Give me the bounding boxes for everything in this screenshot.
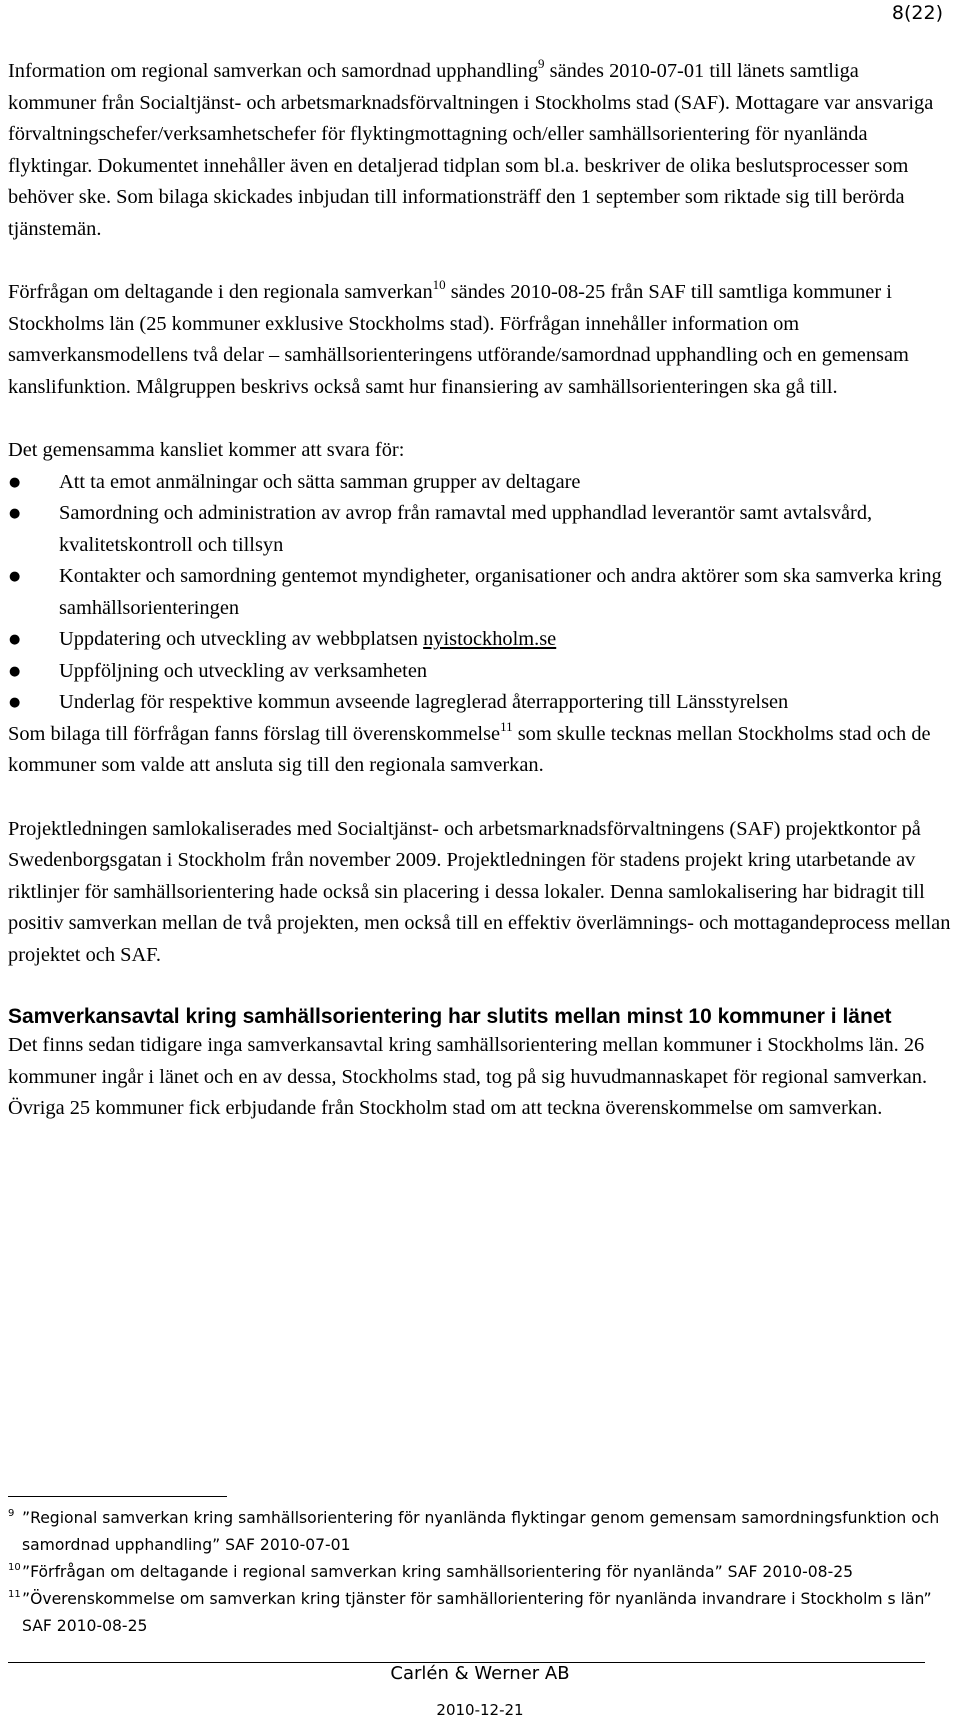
section-heading: Samverkansavtal kring samhällsorientering har slutits mellan minst 10 kommuner i länet (8, 1005, 892, 1028)
paragraph-2-before: Förfrågan om deltagande i den regionala samverkan (8, 281, 433, 303)
paragraph-2-after: sändes 2010-08-25 från SAF till samtliga kommuner i Stockholms län (25 kommuner exklusive Stockholms stad). Förfrågan innehåller information om samverkansmodellens två delar – samhällsorienteringens utförande/samordnad upphandling och en gemensam kanslifunktion. Målgruppen beskrivs också samt hur finansiering av samhällsorienteringen ska gå till. (8, 281, 909, 398)
paragraph-3 (8, 719, 952, 782)
paragraph-1-before: Information om regional samverkan och samordnad upphandling (8, 60, 539, 82)
list-item: ● Att ta emot anmälningar och sätta samman grupper av deltagare (8, 467, 952, 499)
responsibility-list (8, 467, 952, 719)
footnote-text: ”Överenskommelse om samverkan kring tjänster för samhällorientering för nyanlända invandrare i Stockholm s län” SAF 2010-08-25 (22, 1590, 932, 1635)
list-item (8, 624, 952, 656)
list-item: ● Uppföljning och utveckling av verksamheten (8, 656, 952, 688)
paragraph-3-after: som skulle tecknas mellan Stockholms stad och de kommuner som valde att ansluta sig till den regionala samverkan. (8, 722, 931, 776)
list-intro: Det gemensamma kansliet kommer att svara för: (8, 439, 405, 461)
paragraph-1 (8, 56, 952, 245)
paragraph-3-before: Som bilaga till förfrågan fanns förslag till överenskommelse (8, 722, 501, 745)
footnote-ref-9[interactable]: 9 (538, 56, 545, 71)
footnote-9 (8, 1505, 952, 1559)
page-number: 8(22) (891, 2, 943, 24)
body-text (8, 56, 952, 1125)
footnote-number: 9 (8, 1508, 15, 1519)
list-item: ● Underlag för respektive kommun avseende lagreglerad återrapportering till Länsstyrelsen (8, 687, 952, 719)
list-item: ● Samordning och administration av avrop från ramavtal med upphandlad leverantör samt avtalsvård, kvalitetskontroll och tillsyn (8, 498, 952, 561)
footnote-text: ”Regional samverkan kring samhällsorientering för nyanlända flyktingar genom gemensam samordningsfunktion och samordnad upphandling” SAF 2010-07-01 (22, 1509, 940, 1554)
footnote-ref-10[interactable]: 10 (432, 277, 446, 292)
footer-date: 2010-12-21 (436, 1701, 524, 1719)
footnote-number: 10 (8, 1562, 21, 1573)
footnote-divider (8, 1496, 227, 1497)
website-link[interactable]: nyistockholm.se (423, 628, 557, 650)
list-item: ● Kontakter och samordning gentemot myndigheter, organisationer och andra aktörer som ska samverka kring samhällsorienteringen (8, 561, 952, 624)
footnote-text: ”Förfrågan om deltagande i regional samverkan kring samhällsorientering för nyanlända” SAF 2010-08-25 (22, 1563, 854, 1581)
footnote-10 (8, 1559, 952, 1586)
footnote-11 (8, 1586, 952, 1640)
paragraph-4: Projektledningen samlokaliserades med Socialtjänst- och arbetsmarknadsförvaltningens (SAF) projektkontor på Swedenborgsgatan i Stockholm från november 2009. Projektledningen för stadens projekt kring utarbetande av riktlinjer för samhällsorientering hade också sin placering i dessa lokaler. Denna samlokalisering har bidragit till positiv samverkan mellan de två projekten, men också till en effektiv överlämnings- och mottagandeprocess mellan projektet och SAF. (8, 817, 951, 966)
paragraph-2 (8, 277, 952, 403)
paragraph-1-after: sändes 2010-07-01 till länets samtliga kommuner från Socialtjänst- och arbetsmarknadsförvaltningen i Stockholms stad (SAF). Mottagare var ansvariga förvaltningschefer/verksamhetschefer för flyktingmottagning och/eller samhällsorientering för nyanlända flyktingar. Dokumentet innehåller även en detaljerad tidplan som bl.a. beskriver de olika beslutsprocesser som behöver ske. Som bilaga skickades inbjudan till informationsträff den 1 september som riktade sig till berörda tjänstemän. (8, 60, 934, 240)
footnote-ref-11[interactable]: 11 (500, 718, 513, 734)
footnotes (8, 1505, 952, 1640)
list-item-text: Uppdatering och utveckling av webbplatsen (59, 628, 424, 650)
paragraph-5: Det finns sedan tidigare inga samverkansavtal kring samhällsorientering mellan kommuner i Stockholms län. 26 kommuner ingår i länet och en av dessa, Stockholms stad, tog på sig huvudmannaskapet för regional samverkan. Övriga 25 kommuner fick erbjudande från Stockholm stad om att teckna överenskommelse om samverkan. (8, 1034, 928, 1119)
footnote-number: 11 (8, 1589, 21, 1600)
footer-company: Carlén & Werner AB (390, 1663, 570, 1684)
